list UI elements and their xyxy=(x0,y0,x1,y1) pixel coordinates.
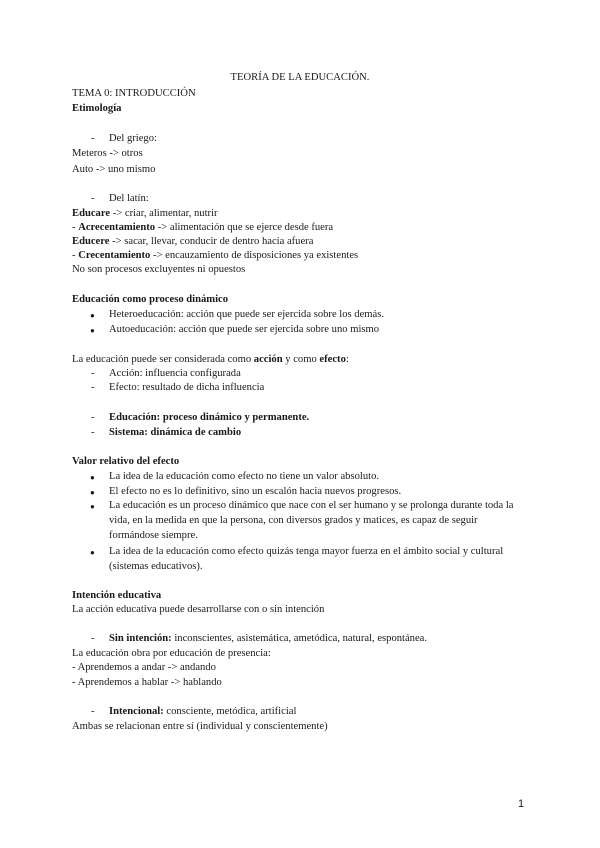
bullet-marker: ● xyxy=(90,326,95,335)
dash-item: Acción: influencia configurada xyxy=(109,368,241,379)
bullet-item: La idea de la educación como efecto no tiene un valor absoluto. xyxy=(109,471,380,482)
bullet-item: La educación es un proceso dinámico que nace con el ser humano y se prolonga durante toda la vida, en la medida en que la persona, con diversos grados y matices, es capaz de seguir formándose siempre. xyxy=(109,500,514,541)
dash-marker: - xyxy=(91,706,95,717)
intencion-heading: Intención educativa xyxy=(72,590,162,601)
document-title: TEORÍA DE LA EDUCACIÓN. xyxy=(230,72,370,83)
latin-educare: Educare -> criar, alimentar, nutrir xyxy=(72,208,218,219)
bullet-marker: ● xyxy=(90,488,95,497)
latin-crecentamiento: - Crecentamiento -> encauzamiento de disposiciones ya existentes xyxy=(72,250,359,261)
dash-marker: - xyxy=(91,412,95,423)
dash-marker: - xyxy=(91,427,95,438)
bullet-marker: ● xyxy=(90,311,95,320)
accion-efecto-intro: La educación puede ser considerada como acción y como efecto: xyxy=(72,354,349,365)
valor-heading: Valor relativo del efecto xyxy=(72,456,180,467)
dash-marker: - xyxy=(91,193,95,204)
latin-label: Del latín: xyxy=(109,193,149,204)
bullet-item: El efecto no es lo definitivo, sino un escalón hacia nuevos progresos. xyxy=(109,486,402,497)
page-number: 1 xyxy=(518,798,525,810)
closing-line: Ambas se relacionan entre sí (individual y conscientemente) xyxy=(72,721,328,732)
bullet-item: La idea de la educación como efecto quizás tenga mayor fuerza en el ámbito social y cultural (sistemas educativos). xyxy=(109,546,504,572)
bullet-marker: ● xyxy=(90,473,95,482)
griego-line: Auto -> uno mismo xyxy=(72,164,156,175)
dash-marker: - xyxy=(91,633,95,644)
griego-label: Del griego: xyxy=(109,133,157,144)
latin-educere: Educere -> sacar, llevar, conducir de dentro hacia afuera xyxy=(72,236,314,247)
dash-marker: - xyxy=(91,382,95,393)
example-line: - Aprendemos a andar -> andando xyxy=(72,662,216,673)
dash-marker: - xyxy=(91,368,95,379)
dash-item-bold: Educación: proceso dinámico y permanente. xyxy=(109,412,310,423)
intencional: Intencional: consciente, metódica, artificial xyxy=(109,706,297,717)
proceso-heading: Educación como proceso dinámico xyxy=(72,294,229,305)
example-line: - Aprendemos a hablar -> hablando xyxy=(72,677,222,688)
presencia-line: La educación obra por educación de presencia: xyxy=(72,648,271,659)
topic-heading: TEMA 0: INTRODUCCIÓN xyxy=(72,88,196,99)
bullet-item: Heteroeducación: acción que puede ser ejercida sobre los demás. xyxy=(109,309,385,320)
bullet-marker: ● xyxy=(90,502,95,511)
etimologia-heading: Etimología xyxy=(72,103,122,114)
dash-marker: - xyxy=(91,133,95,144)
latin-acrecentamiento: - Acrecentamiento -> alimentación que se ejerce desde fuera xyxy=(72,222,334,233)
dash-item-bold: Sistema: dinámica de cambio xyxy=(109,427,242,438)
sin-intencion: Sin intención: inconscientes, asistemática, ametódica, natural, espontánea. xyxy=(109,633,428,644)
latin-note: No son procesos excluyentes ni opuestos xyxy=(72,264,246,275)
bullet-marker: ● xyxy=(90,548,95,557)
bullet-item: Autoeducación: acción que puede ser ejercida sobre uno mismo xyxy=(109,324,380,335)
intencion-intro: La acción educativa puede desarrollarse con o sin intención xyxy=(72,604,325,615)
dash-item: Efecto: resultado de dicha influencia xyxy=(109,382,265,393)
griego-line: Meteros -> otros xyxy=(72,148,143,159)
